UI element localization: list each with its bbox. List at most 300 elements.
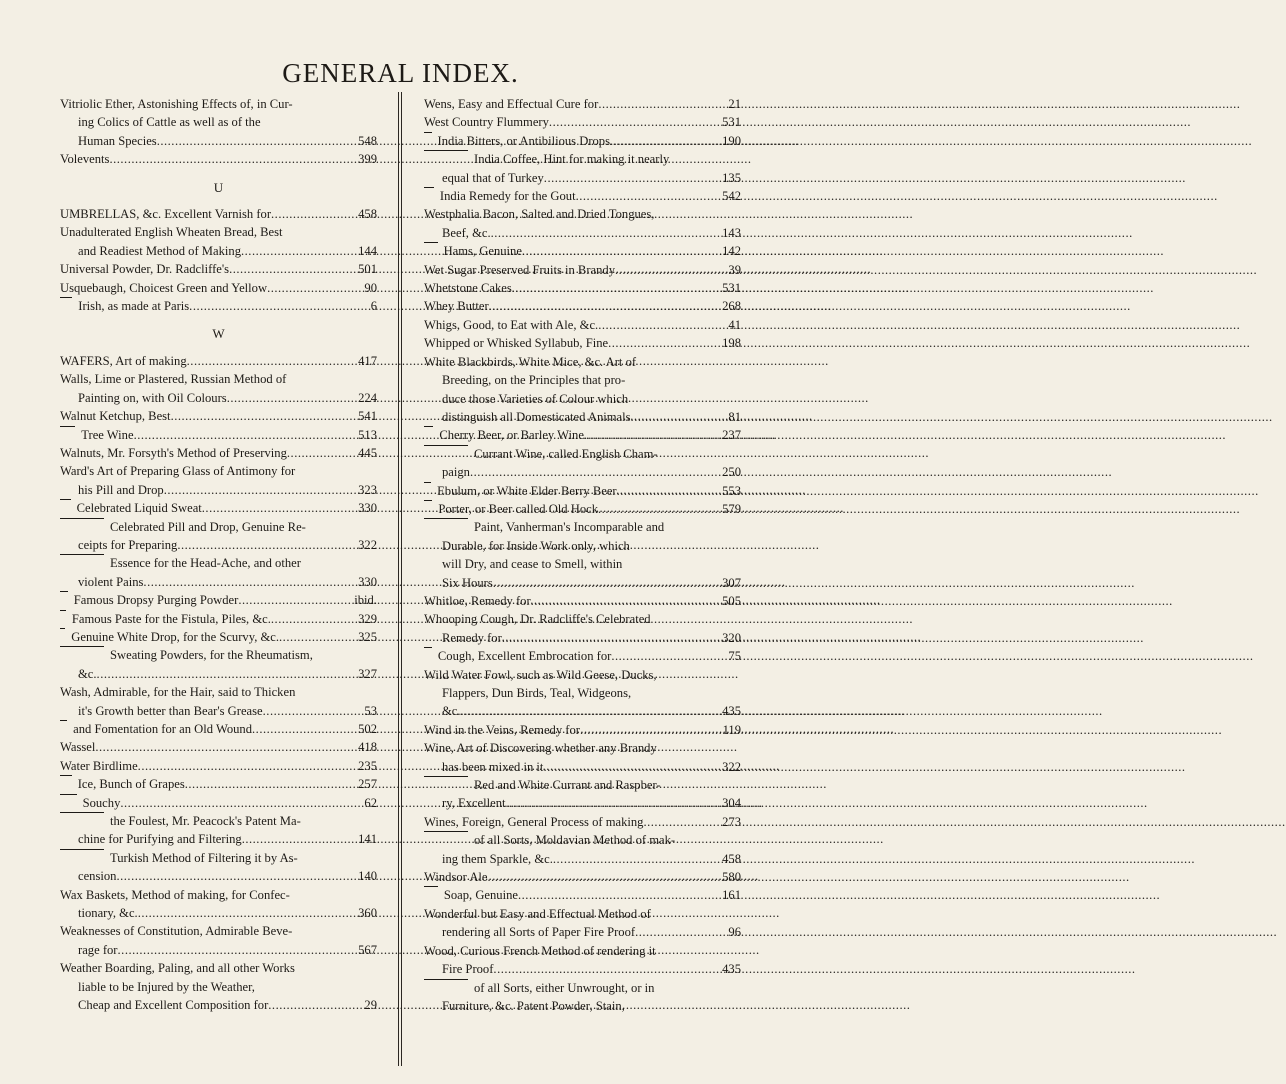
page-number: 29 (364, 998, 377, 1013)
ditto-dash (60, 646, 104, 664)
leader-dots (531, 592, 720, 610)
page-number: 21 (728, 97, 741, 111)
entry-text: Whigs, Good, to Eat with Ale, &c. (424, 317, 599, 332)
leader-dots (267, 279, 362, 297)
leader-dots (271, 205, 356, 223)
leader-dots (229, 260, 356, 278)
ditto-dash (60, 591, 68, 609)
leader-dots (631, 408, 727, 426)
page-number: 41 (728, 317, 741, 332)
index-entry (424, 813, 741, 831)
entry-text: Wassel (60, 740, 96, 755)
entry-text: Human Species (78, 133, 157, 148)
index-entry (424, 905, 741, 942)
ditto-dash (60, 775, 72, 793)
index-entry (60, 223, 377, 260)
entry-text: Essence for the Head-Ache, and other (110, 556, 301, 571)
entry-text: Volevents (60, 152, 110, 167)
entry-text: Porter, or Beer called Old Hock (438, 501, 599, 516)
ditto-dash (424, 886, 438, 904)
index-entry (424, 979, 741, 1016)
index-entry (424, 886, 741, 904)
entry-text: liable to be Injured by the Weather, (78, 979, 255, 994)
leader-dots (502, 629, 720, 647)
index-entry (60, 260, 377, 278)
entry-text: equal that of Turkey (442, 170, 544, 185)
page-number: 273 (722, 814, 741, 829)
ditto-dash (60, 499, 71, 517)
page-number: 320 (722, 630, 741, 645)
entry-text: of all Sorts, either Unwrought, or in (474, 980, 655, 995)
entry-text: duce those Varieties of Colour which (442, 391, 629, 406)
page-number: 553 (722, 483, 741, 498)
index-entry (60, 279, 377, 297)
leader-dots (120, 794, 362, 812)
index-entry (60, 407, 377, 425)
leader-dots (611, 647, 726, 665)
index-entry (424, 868, 741, 886)
leader-dots (549, 113, 720, 131)
page-number: 235 (358, 758, 377, 773)
ditto-dash (424, 831, 468, 849)
entry-text: Famous Dropsy Purging Powder (73, 593, 239, 608)
entry-text: Wonderful but Easy and Effectual Method of (424, 906, 651, 921)
index-entry (60, 554, 377, 591)
leader-dots (227, 389, 356, 407)
ditto-dash (424, 518, 468, 536)
index-entry (424, 610, 741, 647)
leader-dots (488, 868, 721, 886)
entry-text: Durable, for Inside Work only, which (442, 538, 630, 553)
entry-text: Wine, Art of Discovering whether any Brandy (424, 741, 657, 756)
index-entry (60, 720, 377, 738)
ditto-dash (424, 242, 438, 260)
leader-dots (608, 334, 720, 352)
leader-dots (95, 738, 356, 756)
page-number: 307 (722, 575, 741, 590)
leader-dots (177, 536, 356, 554)
leader-dots (598, 316, 726, 334)
entry-text: Ice, Bunch of Grapes (77, 777, 185, 792)
index-entry (424, 205, 741, 242)
leader-dots (543, 758, 720, 776)
page-number: 513 (358, 427, 377, 442)
ditto-dash (424, 187, 434, 205)
index-entry (424, 95, 741, 113)
index-entry (424, 316, 741, 334)
entry-text: Ebulum, or White Elder Berry Beer (437, 483, 617, 498)
page-number: 81 (728, 409, 741, 424)
entry-text: Turkish Method of Filtering it by As- (110, 850, 298, 865)
page-number: 330 (358, 501, 377, 516)
index-entry (424, 482, 741, 500)
ditto-dash (424, 647, 432, 665)
entry-text: Famous Paste for the Fistula, Piles, &c. (71, 611, 271, 626)
entry-text: Paint, Vanherman's Incomparable and (474, 520, 665, 535)
leader-dots (493, 960, 720, 978)
leader-dots (279, 628, 356, 646)
leader-dots (171, 407, 357, 425)
page-number: 541 (358, 409, 377, 424)
index-entry (424, 445, 741, 482)
page-number: 268 (722, 299, 741, 314)
ditto-dash (60, 849, 104, 867)
page-number: 501 (358, 262, 377, 277)
index-entry (60, 922, 377, 959)
index-entry (424, 942, 741, 979)
entry-text: Wax Baskets, Method of making, for Confec- (60, 887, 290, 902)
entry-text: Whetstone Cakes (424, 281, 512, 296)
entry-text: Universal Powder, Dr. Radcliffe's (60, 262, 230, 277)
leader-dots (185, 775, 356, 793)
index-column-left (60, 95, 377, 1015)
entry-text: &c. (442, 704, 461, 719)
index-entry (424, 518, 741, 592)
page-number: 75 (728, 649, 741, 664)
page-number: 417 (358, 353, 377, 368)
page-number: 548 (358, 133, 377, 148)
entry-text: Flappers, Dun Birds, Teal, Widgeons, (442, 686, 632, 700)
entry-text: Whitloe, Remedy for (424, 593, 531, 608)
index-entry (60, 499, 377, 517)
index-entry (60, 849, 377, 886)
entry-text: Beef, &c. (442, 225, 491, 240)
page-number: 330 (358, 574, 377, 589)
page-number: 418 (358, 740, 377, 755)
page-number: 62 (364, 795, 377, 810)
leader-dots (489, 297, 720, 315)
entry-text: Celebrated Liquid Sweat (76, 501, 202, 516)
leader-dots (512, 279, 720, 297)
entry-text: Wens, Easy and Effectual Cure for (424, 97, 599, 111)
entry-text: Breeding, on the Principles that pro- (442, 373, 626, 388)
page-number: 323 (358, 482, 377, 497)
ditto-dash (60, 554, 104, 572)
entry-text: of all Sorts, Moldavian Method of mak- (474, 833, 676, 848)
entry-text: India Coffee, Hint for making it nearly (474, 152, 670, 167)
entry-text: Walls, Lime or Plastered, Russian Method of (60, 372, 287, 387)
section-letter: W (212, 326, 225, 342)
entry-text: cension (78, 869, 117, 884)
ditto-dash (60, 720, 67, 738)
leader-dots (584, 426, 720, 444)
page-number: 257 (358, 777, 377, 792)
leader-dots (252, 720, 356, 738)
ditto-dash (424, 445, 468, 463)
index-entry (424, 113, 741, 131)
index-entry (424, 776, 741, 813)
entry-text: violent Pains (78, 574, 144, 589)
ditto-dash (60, 794, 77, 812)
entry-text: Water Birdlime (60, 758, 138, 773)
entry-text: Whooping Cough, Dr. Radcliffe's Celebrated (424, 612, 651, 627)
index-entry (60, 426, 377, 444)
entry-text: Soap, Genuine (443, 888, 518, 903)
leader-dots (580, 721, 721, 739)
leader-dots (461, 702, 721, 720)
ditto-dash (424, 132, 432, 150)
index-entry (60, 150, 377, 168)
entry-text: Currant Wine, called English Cham- (474, 446, 658, 461)
index-entry (60, 370, 377, 407)
ditto-dash (424, 979, 468, 997)
index-entry (60, 812, 377, 849)
page-number: 322 (358, 537, 377, 552)
index-entry (424, 500, 741, 518)
leader-dots (506, 794, 721, 812)
page-number: 399 (358, 152, 377, 167)
entry-text: Weather Boarding, Paling, and all other Works (60, 961, 295, 976)
entry-text: paign (442, 465, 470, 480)
page-number: 531 (722, 281, 741, 296)
entry-text: Weaknesses of Constitution, Admirable Beve- (60, 924, 293, 939)
entry-text: Unadulterated English Wheaten Bread, Best (60, 225, 283, 240)
page-number: 6 (370, 299, 377, 314)
entry-text: and Readiest Method of Making (78, 243, 241, 258)
index-entry (424, 353, 741, 427)
index-entry (424, 334, 741, 352)
leader-dots (522, 242, 720, 260)
index-entry (424, 721, 741, 739)
leader-dots (493, 574, 720, 592)
entry-text: Windsor Ale (424, 870, 488, 885)
page-title: GENERAL INDEX. (282, 58, 519, 88)
page-number: 135 (722, 170, 741, 185)
index-entry (424, 592, 741, 610)
leader-dots (157, 132, 356, 150)
leader-dots (134, 426, 357, 444)
entry-text: Painting on, with Oil Colours (78, 390, 227, 405)
page-number: 435 (722, 962, 741, 977)
entry-text: has been mixed in it (442, 759, 544, 774)
ditto-dash (424, 500, 432, 518)
index-entry (424, 666, 741, 721)
entry-text: Wind in the Veins, Remedy for (424, 722, 580, 737)
index-entry (424, 187, 741, 205)
entry-text: Wood, Curious French Method of rendering it (424, 943, 656, 958)
page-number: 224 (358, 390, 377, 405)
leader-dots (143, 573, 356, 591)
page-number: 53 (364, 703, 377, 718)
leader-dots (518, 886, 720, 904)
index-entry (60, 886, 377, 923)
page-number: 327 (358, 666, 377, 681)
page-number: 445 (358, 445, 377, 460)
page-number: 39 (728, 262, 741, 277)
entry-text: Walnut Ketchup, Best (60, 409, 171, 424)
page-number: 505 (722, 593, 741, 608)
page-number: 119 (722, 722, 741, 737)
leader-dots (97, 665, 357, 683)
index-entry (424, 739, 741, 776)
page-number: 325 (358, 629, 377, 644)
index-entry (60, 610, 377, 628)
entry-text: Cheap and Excellent Composition for (78, 998, 269, 1013)
page-number: 250 (722, 465, 741, 480)
entry-text: ceipts for Preparing (78, 537, 178, 552)
entry-text: Cherry Beer, or Barley Wine (439, 428, 584, 443)
entry-text: his Pill and Drop (78, 482, 164, 497)
page-number: 140 (358, 869, 377, 884)
index-entry (60, 683, 377, 720)
entry-text: Six Hours (442, 575, 493, 590)
entry-text: ry, Excellent (442, 796, 506, 811)
entry-text: Wet Sugar Preserved Fruits in Brandy (424, 262, 616, 277)
leader-dots (164, 481, 356, 499)
index-entry (424, 279, 741, 297)
leader-dots (576, 187, 721, 205)
section-letter: U (213, 179, 224, 195)
index-entry (60, 444, 377, 462)
page-number: 96 (728, 925, 741, 940)
entry-text: Vitriolic Ether, Astonishing Effects of, in Cur- (60, 97, 293, 111)
leader-dots (116, 867, 356, 885)
entry-text: Celebrated Pill and Drop, Genuine Re- (110, 519, 306, 534)
entry-text: &c. (78, 666, 97, 681)
ditto-dash (60, 297, 72, 315)
entry-text: Wash, Admirable, for the Hair, said to Thicken (60, 685, 296, 700)
page-number: 144 (358, 243, 377, 258)
entry-text: tionary, &c. (78, 906, 138, 921)
leader-dots (189, 297, 369, 315)
entry-text: Usquebaugh, Choicest Green and Yellow (60, 280, 268, 295)
page-number: 435 (722, 704, 741, 719)
leader-dots (187, 352, 356, 370)
page-number: 143 (722, 225, 741, 240)
page-number: 161 (722, 888, 741, 903)
index-entry (424, 426, 741, 444)
entry-text: ing them Sparkle, &c. (442, 851, 553, 866)
page-number: 329 (358, 611, 377, 626)
leader-dots (491, 224, 721, 242)
index-entry (424, 242, 741, 260)
entry-text: Whipped or Whisked Syllabub, Fine (424, 336, 609, 351)
leader-dots (238, 591, 352, 609)
index-entry (60, 794, 377, 812)
page-number: ibid. (354, 593, 377, 608)
index-entry (424, 831, 741, 868)
entry-text: Genuine White Drop, for the Scurvy, &c. (71, 629, 280, 644)
page-number: 567 (358, 942, 377, 957)
entry-text: Hams, Genuine (443, 244, 522, 259)
ditto-dash (424, 426, 433, 444)
index-entry (60, 775, 377, 793)
leader-dots (553, 850, 720, 868)
index-entry (424, 132, 741, 150)
entry-text: the Foulest, Mr. Peacock's Patent Ma- (110, 814, 301, 829)
leader-dots (544, 169, 720, 187)
page-number: 90 (364, 280, 377, 295)
index-entry (60, 95, 377, 150)
page-number: 142 (722, 244, 741, 259)
index-entry (424, 297, 741, 315)
index-entry (60, 646, 377, 683)
ditto-dash (60, 610, 66, 628)
index-entry (60, 757, 377, 775)
leader-dots (138, 757, 356, 775)
entry-text: distinguish all Domesticated Animals (442, 409, 631, 424)
leader-dots (241, 242, 356, 260)
page-number: 542 (722, 189, 741, 204)
leader-dots (263, 702, 363, 720)
leader-dots (118, 941, 357, 959)
page-number: 322 (722, 759, 741, 774)
entry-text: Red and White Currant and Raspber- (474, 778, 661, 793)
index-entry (424, 150, 741, 187)
index-entry (60, 628, 377, 646)
leader-dots (109, 150, 356, 168)
index-entry (60, 297, 377, 315)
index-entry (60, 959, 377, 1014)
ditto-dash (424, 776, 468, 794)
leader-dots (202, 499, 356, 517)
entry-text: and Fomentation for an Old Wound (73, 722, 253, 736)
entry-text: Wild Water Fowl, such as Wild Geese, Ducks, (424, 667, 657, 682)
entry-text: India Bitters, or Antibilious Drops (437, 133, 611, 148)
entry-text: ing Colics of Cattle as well as of the (78, 115, 261, 130)
leader-dots (138, 904, 356, 922)
entry-text: Ward's Art of Preparing Glass of Antimony for (60, 464, 296, 479)
page-number: 579 (722, 501, 741, 516)
page-number: 190 (722, 133, 741, 148)
leader-dots (271, 610, 356, 628)
page-number: 141 (358, 832, 377, 847)
entry-text: it's Growth better than Bear's Grease (78, 703, 263, 718)
page-number: 198 (722, 336, 741, 351)
leader-dots (598, 500, 720, 518)
entry-text: Sweating Powders, for the Rheumatism, (110, 648, 313, 663)
entry-text: Irish, as made at Paris (78, 299, 190, 314)
page-number: 580 (722, 870, 741, 885)
entry-text: Furniture, &c. Patent Powder, Stain, (442, 998, 625, 1013)
ditto-dash (60, 812, 104, 830)
entry-text: India Remedy for the Gout (439, 189, 576, 204)
entry-text: Remedy for (442, 630, 502, 645)
index-entry (60, 205, 377, 223)
leader-dots (615, 261, 726, 279)
index-entry (424, 261, 741, 279)
leader-dots (635, 923, 726, 941)
index-column-right (424, 95, 741, 1015)
page-number: 458 (358, 207, 377, 222)
ditto-dash (424, 150, 468, 168)
page-number: 531 (722, 115, 741, 130)
page-number: 304 (722, 796, 741, 811)
entry-text: rendering all Sorts of Paper Fire Proof (442, 925, 636, 940)
leader-dots (242, 830, 356, 848)
leader-dots (610, 132, 720, 150)
page-number: 237 (722, 428, 741, 443)
entry-text: Souchy (82, 795, 121, 810)
index-entry (60, 738, 377, 756)
page-number: 360 (358, 906, 377, 921)
entry-text: rage for (78, 942, 118, 957)
entry-text: Westphalia Bacon, Salted and Dried Tongues, (424, 207, 655, 222)
page-number: 458 (722, 851, 741, 866)
entry-text: Fire Proof (442, 962, 494, 977)
leader-dots (287, 444, 356, 462)
index-entry (424, 647, 741, 665)
entry-text: Walnuts, Mr. Forsyth's Method of Preserving (60, 445, 287, 460)
leader-dots (470, 463, 720, 481)
entry-text: West Country Flummery (424, 115, 549, 130)
entry-text: White Blackbirds, White Mice, &c. Art of (424, 354, 637, 369)
entry-text: Tree Wine (81, 427, 134, 442)
index-entry (60, 518, 377, 555)
entry-text: chine for Purifying and Filtering (78, 832, 242, 847)
index-entry (60, 462, 377, 499)
entry-text: WAFERS, Art of making (60, 353, 187, 368)
